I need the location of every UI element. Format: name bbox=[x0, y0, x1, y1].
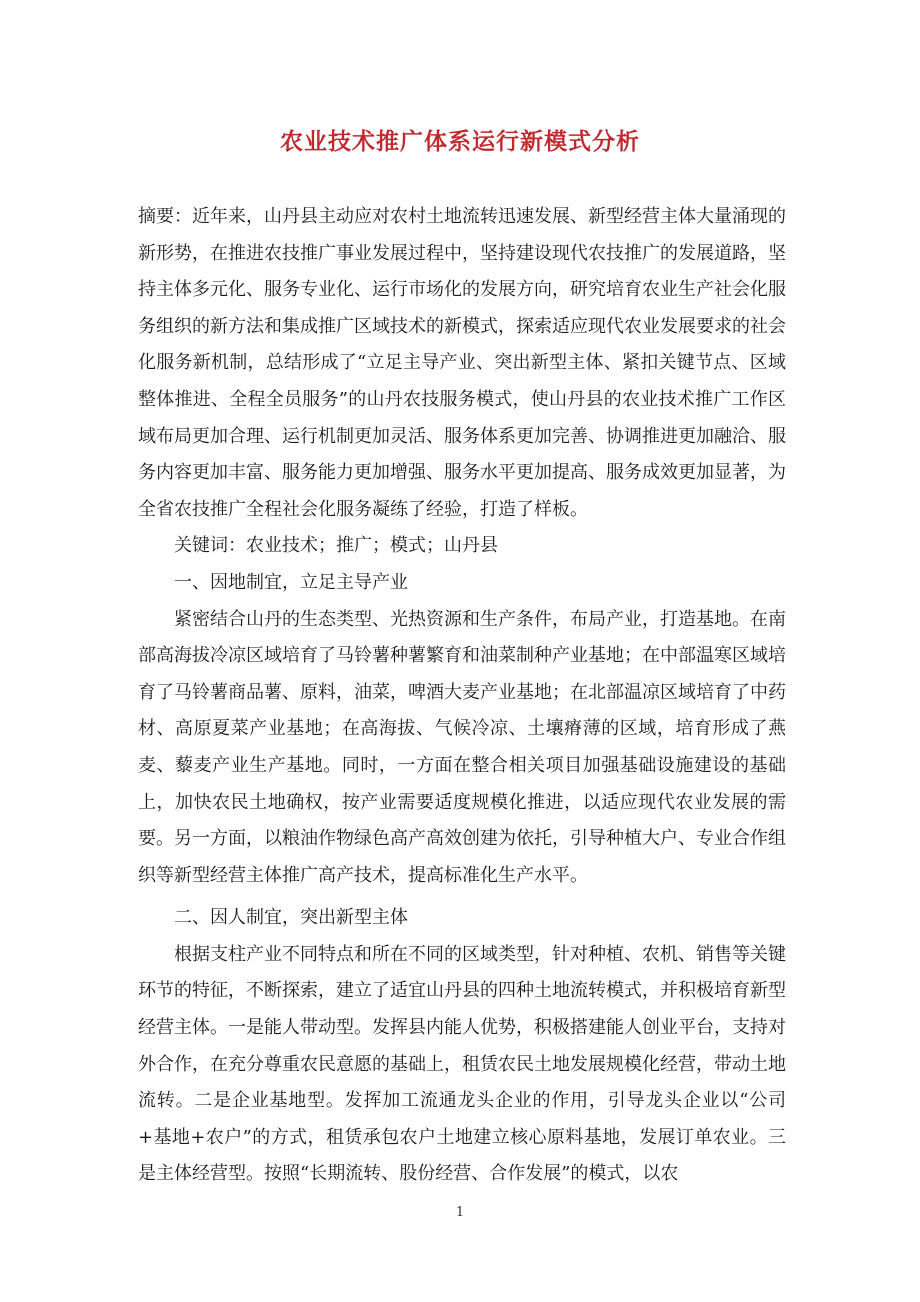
section-2-paragraph: 根据支柱产业不同特点和所在不同的区域类型，针对种植、农机、销售等关键环节的特征，不断探索，建立了适宜山丹县的四种土地流转模式，并积极培育新型经营主体。一是能人带动型。发挥县内能人优势，积极搭建能人创业平台，支持对外合作，在充分尊重农民意愿的基础上，租赁农民土地发展规模化经营，带动土地流转。二是企业基地型。发挥加工流通龙头企业的作用，引导龙头企业以“公司+基地+农户”的方式，租赁承包农户土地建立核心原料基地，发展订单农业。三是主体经营型。按照“长期流转、股份经营、合作发展”的模式，以农 bbox=[138, 943, 786, 1185]
document-body bbox=[138, 199, 786, 1193]
section-1-heading: 一、因地制宜，立足主导产业 bbox=[174, 571, 408, 593]
section-1-paragraph: 紧密结合山丹的生态类型、光热资源和生产条件，布局产业，打造基地。在南部高海拔冷凉区域培育了马铃薯种薯繁育和油菜制种产业基地；在中部温寒区域培育了马铃薯商品薯、原料，油菜，啤酒大麦产业基地；在北部温凉区域培育了中药材、高原夏菜产业基地；在高海拔、气候冷凉、土壤瘠薄的区域，培育形成了燕麦、藜麦产业生产基地。同时，一方面在整合相关项目加强基础设施建设的基础上，加快农民土地确权，按产业需要适度规模化推进，以适应现代农业发展的需要。另一方面，以粮油作物绿色高产高效创建为依托，引导种植大户、专业合作组织等新型经营主体推广高产技术，提高标准化生产水平。 bbox=[138, 608, 786, 886]
abstract-paragraph: 摘要：近年来，山丹县主动应对农村土地流转迅速发展、新型经营主体大量涌现的新形势，在推进农技推广事业发展过程中，坚持建设现代农技推广的发展道路，坚持主体多元化、服务专业化、运行市场化的发展方向，研究培育农业生产社会化服务组织的新方法和集成推广区域技术的新模式，探索适应现代农业发展要求的社会化服务新机制，总结形成了“立足主导产业、突出新型主体、紧扣关键节点、区域整体推进、全程全员服务”的山丹农技服务模式，使山丹县的农业技术推广工作区域布局更加合理、运行机制更加灵活、服务体系更加完善、协调推进更加融洽、服务内容更加丰富、服务能力更加增强、服务水平更加提高、服务成效更加显著，为全省农技推广全程社会化服务凝练了经验，打造了样板。 bbox=[138, 206, 786, 520]
page-number: 1 bbox=[455, 1205, 465, 1220]
document-title: 农业技术推广体系运行新模式分析 bbox=[280, 128, 640, 155]
section-2-heading: 二、因人制宜，突出新型主体 bbox=[174, 907, 408, 929]
keywords-line: 关键词：农业技术；推广；模式；山丹县 bbox=[174, 535, 498, 557]
